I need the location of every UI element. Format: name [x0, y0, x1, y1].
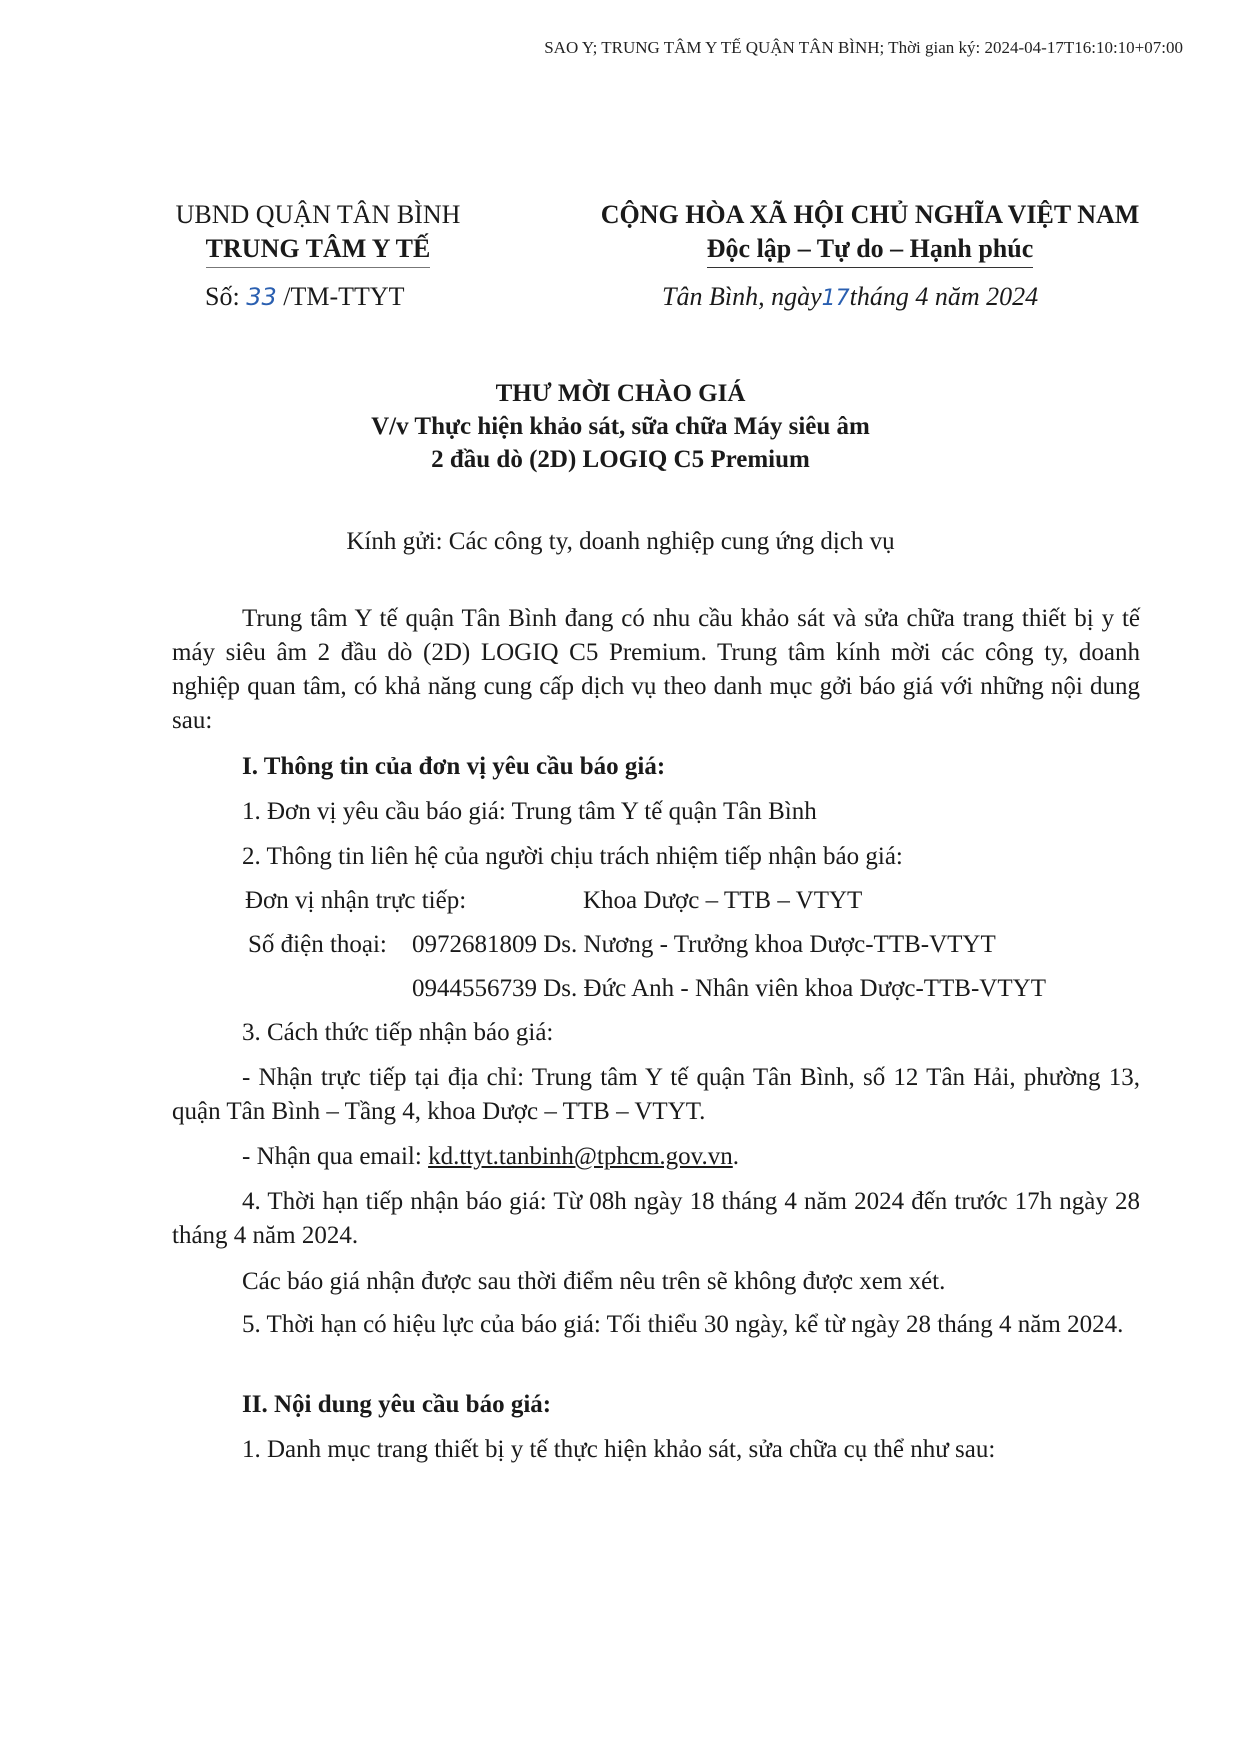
section1-item2: 2. Thông tin liên hệ của người chịu trách nhiệm tiếp nhận báo giá:: [242, 843, 903, 870]
email-prefix: - Nhận qua email:: [242, 1143, 422, 1170]
letter-subject-line1: V/v Thực hiện khảo sát, sữa chữa Máy siêu âm: [371, 413, 870, 440]
motto: [590, 232, 1150, 268]
org-name-text: TRUNG TÂM Y TẾ: [206, 232, 431, 268]
document-number: [205, 280, 405, 314]
section1-item3: 3. Cách thức tiếp nhận báo giá:: [242, 1019, 554, 1046]
phone-contact-2: 0944556739 Ds. Đức Anh - Nhân viên khoa Dược-TTB-VTYT: [412, 975, 1046, 1002]
section1-item1: 1. Đơn vị yêu cầu báo giá: Trung tâm Y tế quận Tân Bình: [242, 798, 817, 825]
motto-text: Độc lập – Tự do – Hạnh phúc: [707, 232, 1034, 268]
letter-subject-line2: 2 đầu dò (2D) LOGIQ C5 Premium: [431, 446, 810, 473]
email-link[interactable]: kd.ttyt.tanbinh@tphcm.gov.vn: [428, 1143, 733, 1170]
section1-item4-note: Các báo giá nhận được sau thời điểm nêu trên sẽ không được xem xét.: [242, 1268, 946, 1295]
intro-paragraph: Trung tâm Y tế quận Tân Bình đang có nhu cầu khảo sát và sửa chữa trang thiết bị y tế máy siêu âm 2 đầu dò (2D) LOGIQ C5 Premium. Trung tâm kính mời các công ty, doanh nghiệp quan tâm, có khả năng cung cấp dịch vụ theo danh mục gởi báo giá với những nội dung sau:: [172, 605, 1140, 734]
doc-no-suffix: /TM-TTYT: [283, 282, 405, 311]
date-suffix: tháng 4 năm 2024: [849, 282, 1039, 311]
phone-contact-1: 0972681809 Ds. Nương - Trưởng khoa Dược-TTB-VTYT: [412, 931, 996, 958]
org-parent: UBND QUẬN TÂN BÌNH: [175, 200, 461, 229]
section2-heading: II. Nội dung yêu cầu báo giá:: [242, 1391, 552, 1418]
recipient: Kính gửi: Các công ty, doanh nghiệp cung ứng dịch vụ: [346, 528, 895, 555]
date-prefix: Tân Bình, ngày: [662, 282, 822, 311]
phone-label: Số điện thoại:: [248, 931, 387, 958]
org-name: [168, 232, 468, 268]
section2-item1: 1. Danh mục trang thiết bị y tế thực hiện khảo sát, sửa chữa cụ thể như sau:: [242, 1436, 996, 1463]
unit-value: Khoa Dược – TTB – VTYT: [583, 887, 863, 914]
unit-label: Đơn vị nhận trực tiếp:: [245, 887, 467, 914]
email-suffix: .: [732, 1143, 740, 1170]
section1-item3-email-line: [242, 1140, 739, 1173]
section1-item5: 5. Thời hạn có hiệu lực của báo giá: Tối thiểu 30 ngày, kể từ ngày 28 tháng 4 năm 2024.: [242, 1311, 1124, 1338]
document-date: [662, 280, 1038, 316]
doc-no-prefix: Số:: [205, 282, 240, 311]
nation-title: CỘNG HÒA XÃ HỘI CHỦ NGHĨA VIỆT NAM: [600, 200, 1140, 229]
section1-item3-direct: - Nhận trực tiếp tại địa chỉ: Trung tâm Y tế quận Tân Bình, số 12 Tân Hải, phường 13, quận Tân Bình – Tầng 4, khoa Dược – TTB – VTYT.: [172, 1064, 1140, 1125]
digital-signature-stamp: SAO Y; TRUNG TÂM Y TẾ QUẬN TÂN BÌNH; Thời gian ký: 2024-04-17T16:10:10+07:00: [544, 38, 1183, 57]
date-day-handwritten: 17: [821, 286, 850, 311]
doc-no-handwritten: 33: [246, 283, 277, 311]
section1-item4: 4. Thời hạn tiếp nhận báo giá: Từ 08h ngày 18 tháng 4 năm 2024 đến trước 17h ngày 28 tháng 4 năm 2024.: [172, 1188, 1140, 1249]
section1-heading: I. Thông tin của đơn vị yêu cầu báo giá:: [242, 753, 666, 780]
letter-title: THƯ MỜI CHÀO GIÁ: [495, 380, 746, 407]
